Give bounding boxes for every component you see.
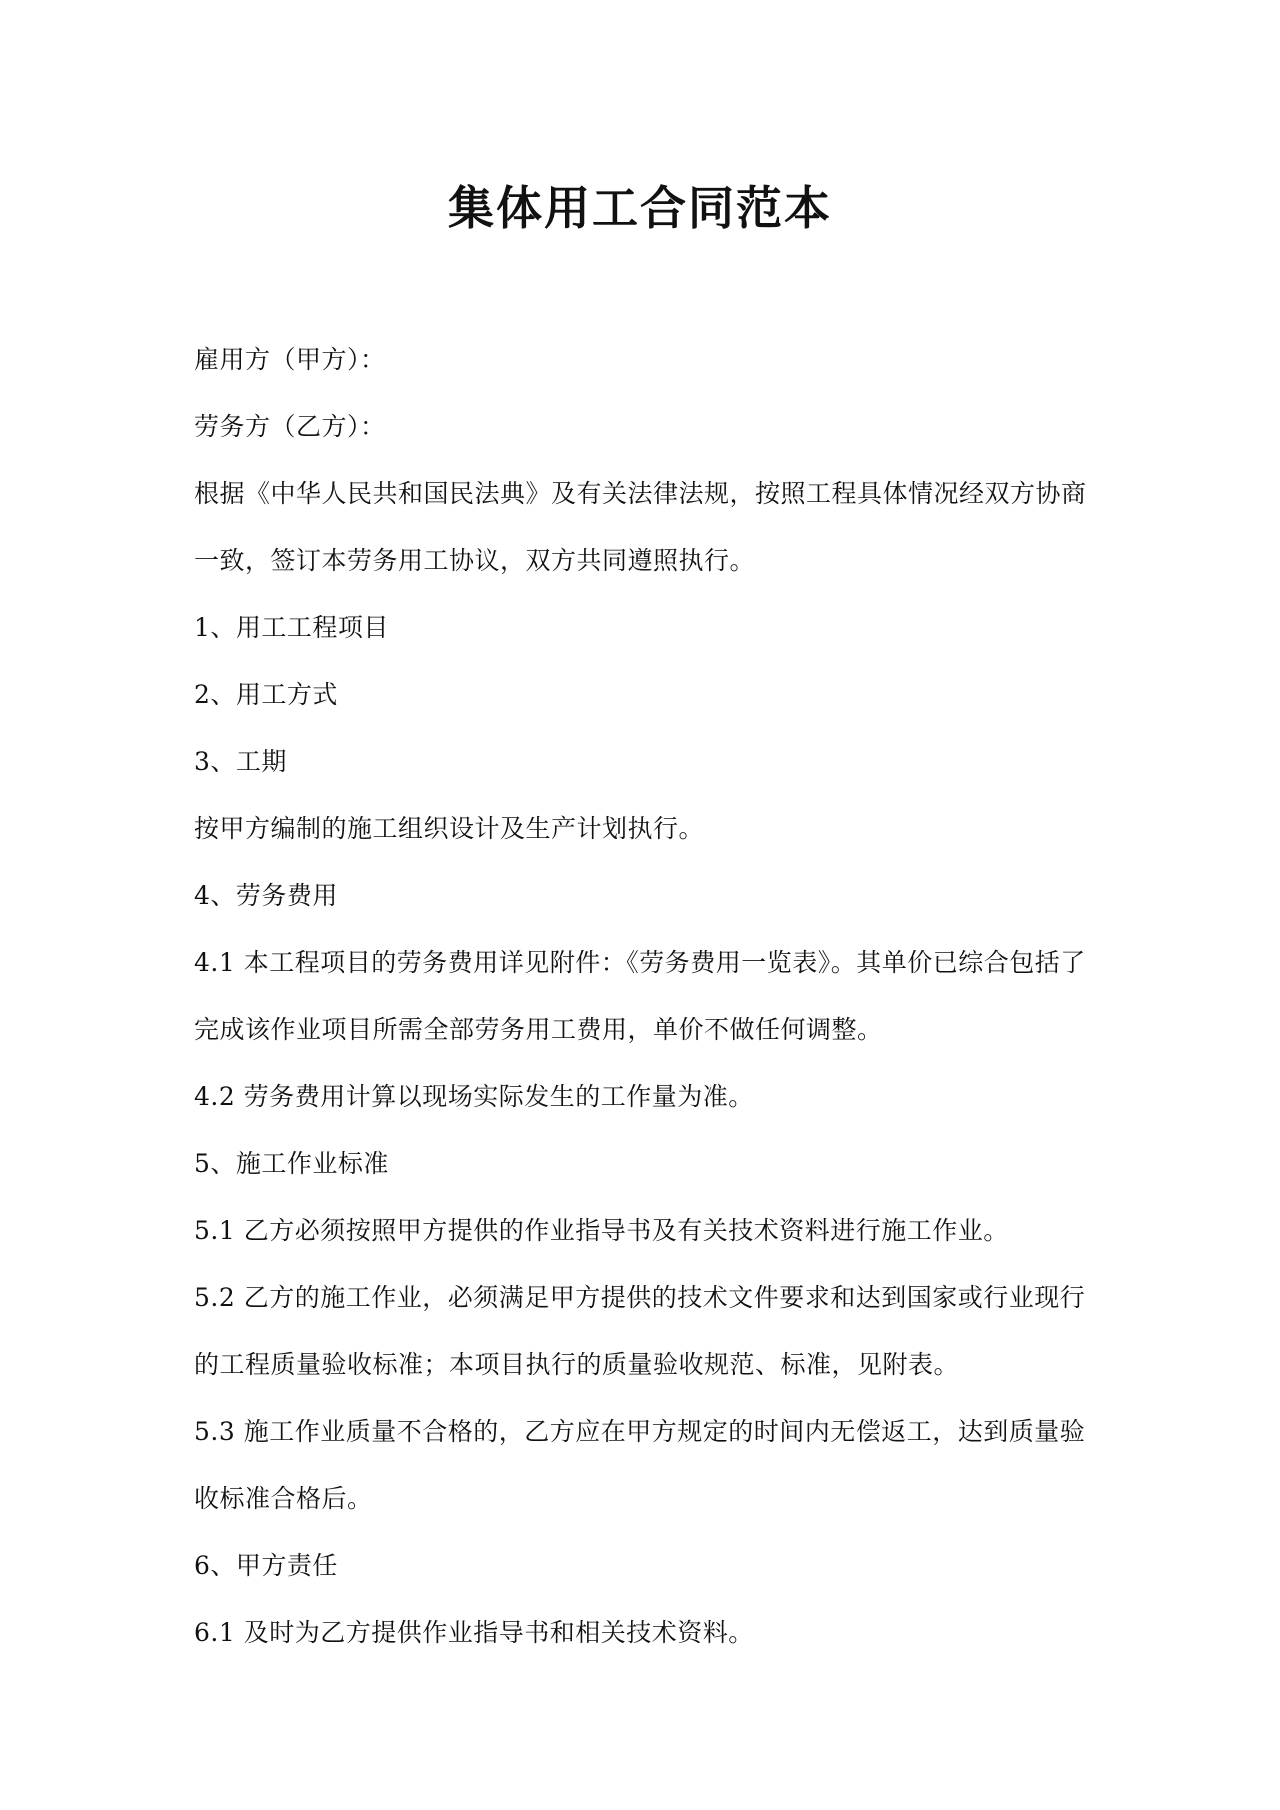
paragraph-line: 按甲方编制的施工组织设计及生产计划执行。 [194,814,705,843]
clause-line: 6.1 及时为乙方提供作业指导书和相关技术资料。 [194,1618,754,1647]
clause-line: 5.3 施工作业质量不合格的，乙方应在甲方规定的时间内无偿返工，达到质量验 [194,1417,1086,1446]
clause-line: 完成该作业项目所需全部劳务用工费用，单价不做任何调整。 [194,1015,883,1044]
preamble-paragraph-line: 一致，签订本劳务用工协议，双方共同遵照执行。 [194,546,756,575]
clause-line: 4.1 本工程项目的劳务费用详见附件：《劳务费用一览表》。其单价已综合包括了 [194,948,1086,977]
section-heading: 3、工期 [194,747,287,776]
clause-line: 5.1 乙方必须按照甲方提供的作业指导书及有关技术资料进行施工作业。 [194,1216,1009,1245]
party-a-line: 雇用方（甲方）： [194,345,386,374]
section-heading: 5、施工作业标准 [194,1149,389,1178]
party-b-line: 劳务方（乙方）： [194,412,386,441]
clause-line: 收标准合格后。 [194,1484,373,1513]
section-heading: 4、劳务费用 [194,881,338,910]
document-body [194,338,1094,1678]
clause-line: 4.2 劳务费用计算以现场实际发生的工作量为准。 [194,1082,754,1111]
section-heading: 2、用工方式 [194,680,338,709]
document-title: 集体用工合同范本 [448,181,832,235]
section-heading: 1、用工工程项目 [194,613,389,642]
clause-line: 的工程质量验收标准；本项目执行的质量验收规范、标准，见附表。 [194,1350,960,1379]
clause-line: 5.2 乙方的施工作业，必须满足甲方提供的技术文件要求和达到国家或行业现行 [194,1283,1086,1312]
preamble-paragraph-line: 根据《中华人民共和国民法典》及有关法律法规，按照工程具体情况经双方协商 [194,479,1087,508]
section-heading: 6、甲方责任 [194,1551,338,1580]
